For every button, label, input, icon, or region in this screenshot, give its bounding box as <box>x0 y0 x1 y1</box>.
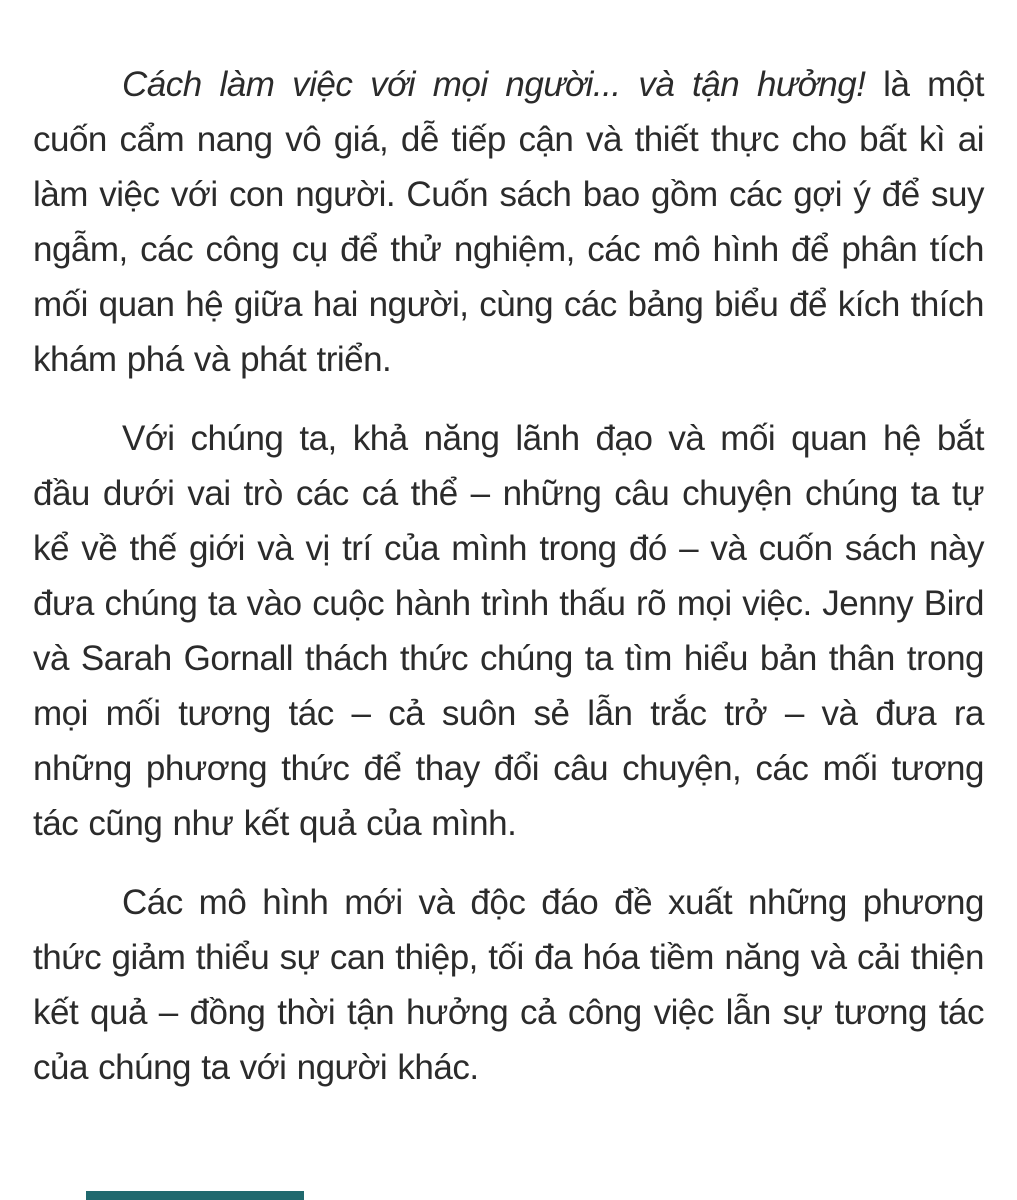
paragraph-2: Với chúng ta, khả năng lãnh đạo và mối quan hệ bắt đầu dưới vai trò các cá thể – những câu chuyện chúng ta tự kể về thế giới và vị trí của mình trong đó – và cuốn sách này đưa chúng ta vào cuộc hành trình thấu rõ mọi việc. Jenny Bird và Sarah Gornall thách thức chúng ta tìm hiểu bản thân trong mọi mối tương tác – cả suôn sẻ lẫn trắc trở – và đưa ra những phương thức để thay đổi câu chuyện, các mối tương tác cũng như kết quả của mình. <box>33 419 984 843</box>
book-title-italic: Cách làm việc với mọi người... và tận hưởng! <box>122 65 866 104</box>
partial-teal-bar[interactable] <box>86 1191 304 1200</box>
paragraph-1-text: là một cuốn cẩm nang vô giá, dễ tiếp cận và thiết thực cho bất kì ai làm việc với con người. Cuốn sách bao gồm các gợi ý để suy ngẫm, các công cụ để thử nghiệm, các mô hình để phân tích mối quan hệ giữa hai người, cùng các bảng biểu để kích thích khám phá và phát triển. <box>33 65 984 379</box>
paragraph-3: Các mô hình mới và độc đáo đề xuất những phương thức giảm thiểu sự can thiệp, tối đa hóa tiềm năng và cải thiện kết quả – đồng thời tận hưởng cả công việc lẫn sự tương tác của chúng ta với người khác. <box>33 883 984 1087</box>
paragraph-1 <box>33 57 984 387</box>
